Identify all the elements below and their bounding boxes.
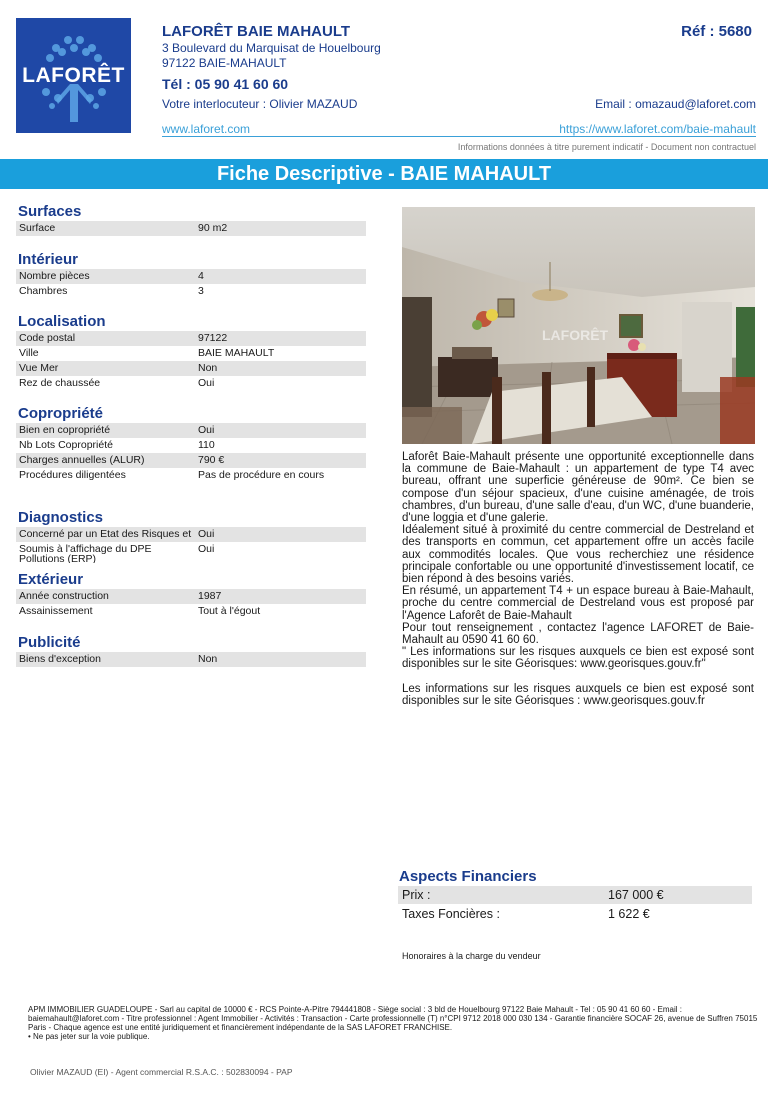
logo-text: LAFORÊT: [22, 64, 125, 87]
detail-row: [16, 468, 366, 483]
section-title-surfaces: Surfaces: [18, 203, 82, 220]
detail-value: 97122: [198, 332, 228, 344]
agency-name: LAFORÊT BAIE MAHAULT: [162, 23, 351, 40]
financial-row-tax: [398, 905, 752, 923]
detail-value: Oui: [198, 377, 215, 389]
laforet-logo: [16, 18, 131, 133]
detail-label: Rez de chaussée: [19, 377, 101, 389]
detail-value: Pas de procédure en cours: [198, 469, 325, 481]
financial-label: Taxes Foncières :: [402, 907, 500, 921]
website-link[interactable]: www.laforet.com: [162, 122, 251, 136]
detail-label: Charges annuelles (ALUR): [19, 454, 145, 466]
detail-value: Oui: [198, 543, 215, 555]
section-title-financial: Aspects Financiers: [399, 868, 537, 885]
address-line1: 3 Boulevard du Marquisat de Houelbourg: [162, 41, 381, 55]
detail-row: [16, 269, 366, 284]
detail-row: [16, 423, 366, 438]
description-paragraph: Les informations sur les risques auxquels ce bien est exposé sont disponibles sur le site Géorisques : www.georisques.gouv.fr: [402, 682, 754, 707]
financial-label: Prix :: [402, 888, 431, 902]
detail-value: 90 m2: [198, 222, 228, 234]
section-title-exterieur: Extérieur: [18, 571, 84, 588]
detail-row: [16, 453, 366, 468]
contact-email[interactable]: Email : omazaud@laforet.com: [595, 97, 756, 111]
detail-value: Non: [198, 653, 218, 665]
detail-value: 1987: [198, 590, 222, 602]
detail-value: Non: [198, 362, 218, 374]
detail-value: 110: [198, 439, 215, 451]
section-title-diagnostics: Diagnostics: [18, 509, 104, 526]
header-divider: [162, 136, 756, 137]
detail-value: 3: [198, 285, 204, 297]
agency-address: [162, 41, 381, 71]
financial-row-price: [398, 886, 752, 904]
description-paragraph: Laforêt Baie-Mahault présente une opportunité exceptionnelle dans la commune de Baie-Mahault : un appartement de type T4 avec bureau, offrant une superficie généreuse de 90m². Ce bien se compose d'un séjour spacieux, d'une cuisine aménagée, de trois chambres, d'un bureau, d'une salle d'eau, d'un WC, d'une buanderie, d'une loggia et d'une galerie.: [402, 451, 754, 525]
detail-value: Oui: [198, 424, 215, 436]
detail-row: [16, 221, 366, 236]
detail-label: Assainissement: [19, 605, 93, 617]
agency-phone: Tél : 05 90 41 60 60: [162, 76, 289, 92]
detail-value: 4: [198, 270, 204, 282]
description-paragraph: Pour tout renseignement , contactez l'agence LAFORET de Baie-Mahault au 0590 41 60 60.: [402, 621, 754, 647]
financial-value: 167 000 €: [608, 888, 664, 902]
detail-value: 790 €: [198, 454, 225, 466]
detail-label: Biens d'exception: [19, 653, 101, 665]
detail-row: [16, 604, 366, 619]
description-paragraph: En résumé, un appartement T4 + un espace bureau à Baie-Mahault, proche du centre commercial de Destreland vous est proposé par l'Agence Laforêt de Baie-Mahault: [402, 585, 754, 622]
detail-row: [16, 589, 366, 604]
detail-label: Année construction: [19, 590, 109, 602]
detail-label: Chambres: [19, 285, 68, 297]
detail-label: Concerné par un Etat des Risques et: [19, 528, 192, 540]
detail-label: Soumis à l'affichage du DPE: [19, 543, 152, 555]
detail-row: [16, 527, 366, 542]
description-spacer: [402, 671, 754, 683]
section-title-publicite: Publicité: [18, 634, 81, 651]
detail-row: [16, 346, 366, 361]
disclaimer: Informations données à titre purement indicatif - Document non contractuel: [457, 142, 756, 152]
detail-value: Oui: [198, 528, 215, 540]
description-paragraph: Idéalement situé à proximité du centre commercial de Destreland et des transports en commun, cet appartement offre un accès facile aux commodités locales. Que vous recherchiez une résidence principale confortable ou une opportunité d'investissement locatif, ce bien répond à des besoins variés.: [402, 524, 754, 586]
section-title-interieur: Intérieur: [18, 251, 79, 268]
property-photo: [402, 207, 755, 444]
detail-row: [16, 438, 366, 453]
section-title-localisation: Localisation: [18, 313, 106, 330]
page-title: Fiche Descriptive - BAIE MAHAULT: [216, 163, 552, 185]
agent-info: Olivier MAZAUD (EI) - Agent commercial R.S.A.C. : 502830094 - PAP: [30, 1067, 293, 1077]
detail-label: Procédures diligentées: [19, 469, 126, 481]
detail-row: [16, 652, 366, 667]
photo-watermark: LAFORÊT: [542, 327, 609, 343]
diagnostics-overflow-text: Pollutions (ERP): [19, 554, 97, 563]
agency-website-link[interactable]: https://www.laforet.com/baie-mahault: [559, 122, 756, 136]
fees-note: Honoraires à la charge du vendeur: [402, 951, 541, 961]
description-paragraph: " Les informations sur les risques auxquels ce bien est exposé sont disponibles sur le site Géorisques: www.georisques.gouv.fr": [402, 646, 754, 671]
legal-notice: • Ne pas jeter sur la voie publique.: [28, 1032, 150, 1041]
legal-footer: [28, 1005, 758, 1041]
legal-text: APM IMMOBILIER GUADELOUPE - Sarl au capital de 10000 € - RCS Pointe-A-Pitre 794441808 - Siège social : 3 bld de Houelbourg 97122 Baie Mahault - Tel : 05 90 41 60 60 - Email : baiemahault@laforet.com - Titre professionnel : Agent Immobilier - Activités : Transaction - Carte professionnelle (T) n°CPI 9712 2018 000 030 134 - Garantie financière SOCAF 26, avenue de Suffren 75015 Paris - Chaque agence est une entité juridiquement et financièrement indépendante de la SAS LAFORET FRANCHISE.: [28, 1005, 758, 1032]
reference: Réf : 5680: [681, 23, 752, 40]
detail-row: [16, 376, 366, 391]
property-description: [402, 451, 754, 707]
detail-label: Surface: [19, 222, 56, 234]
detail-value: Tout à l'égout: [198, 605, 261, 617]
detail-label: Vue Mer: [19, 362, 59, 374]
contact-person: Votre interlocuteur : Olivier MAZAUD: [162, 97, 358, 111]
detail-label: Nombre pièces: [19, 270, 90, 282]
address-line2: 97122 BAIE-MAHAULT: [162, 56, 287, 70]
detail-label: Ville: [19, 347, 39, 359]
financial-value: 1 622 €: [608, 907, 650, 921]
detail-label: Nb Lots Copropriété: [19, 439, 113, 451]
detail-label: Bien en copropriété: [19, 424, 111, 436]
detail-row: [16, 284, 366, 299]
section-title-copropriete: Copropriété: [18, 405, 104, 422]
detail-row: [16, 361, 366, 376]
detail-value: BAIE MAHAULT: [198, 347, 275, 359]
detail-label: Code postal: [19, 332, 76, 344]
title-banner: [0, 159, 768, 189]
detail-row: [16, 331, 366, 346]
